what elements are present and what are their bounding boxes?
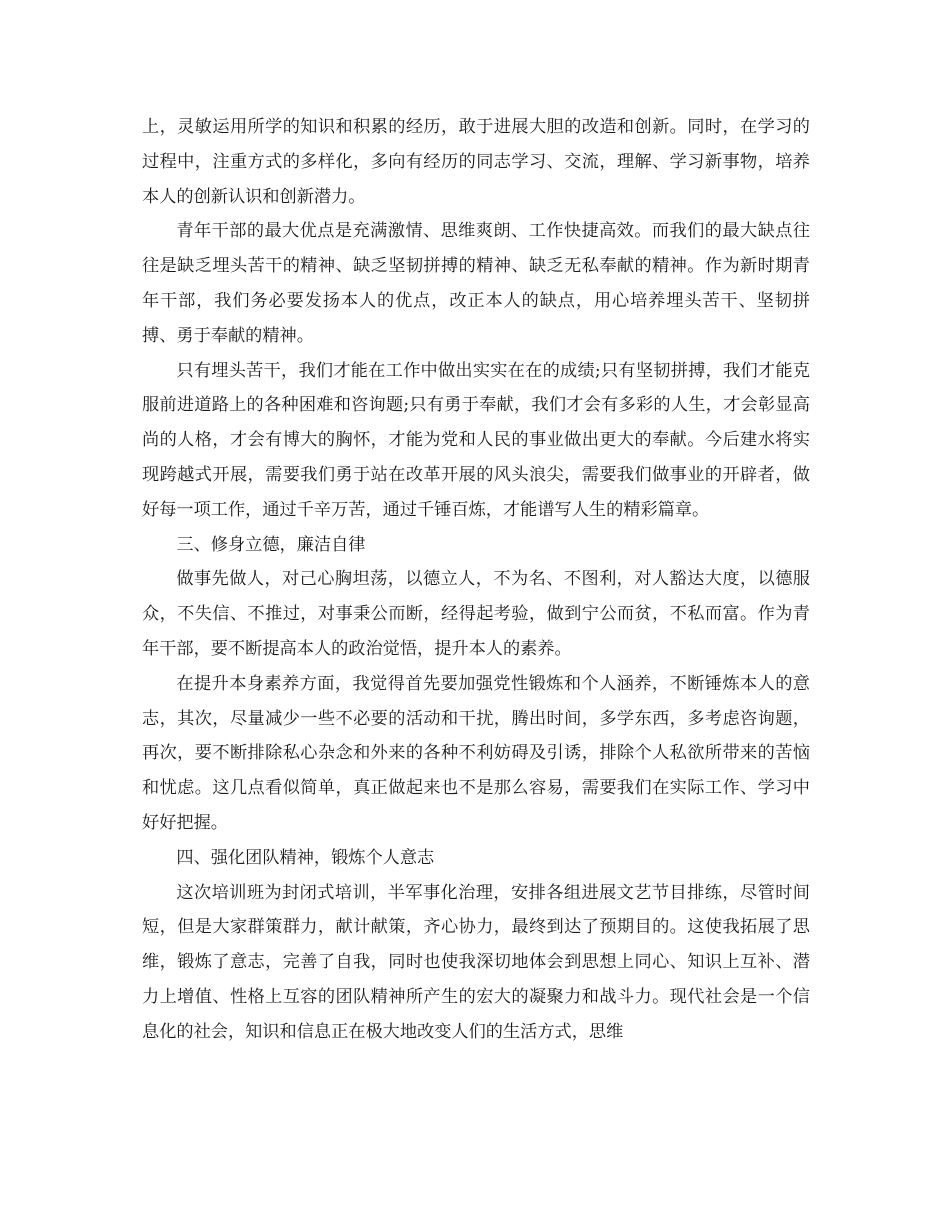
paragraph: 这次培训班为封闭式培训，半军事化治理，安排各组进展文艺节目排练，尽管时间短，但是大家群策群力，献计献策，齐心协力，最终到达了预期目的。这使我拓展了思维，锻炼了意志，完善了自我，同时也使我深切地体会到思想上同心、知识上互补、潜力上增值、性格上互容的团队精神所产生的宏大的凝聚力和战斗力。现代社会是一个信息化的社会，知识和信息正在极大地改变人们的生活方式，思维 <box>142 882 810 1042</box>
section-heading: 三、修身立德，廉洁自律 <box>176 534 366 555</box>
paragraph-continuation: 上，灵敏运用所学的知识和积累的经历，敢于进展大胆的改造和创新。同时，在学习的过程中，注重方式的多样化，多向有经历的同志学习、交流，理解、学习新事物，培养本人的创新认识和创新潜力。 <box>142 117 810 207</box>
paragraph: 做事先做人，对己心胸坦荡，以德立人，不为名、不图利，对人豁达大度，以德服众，不失信、不推过，对事秉公而断，经得起考验，做到宁公而贫，不私而富。作为青年干部，要不断提高本人的政治觉悟，提升本人的素养。 <box>142 569 810 659</box>
paragraph: 在提升本身素养方面，我觉得首先要加强党性锻炼和个人涵养，不断锤炼本人的意志，其次，尽量减少一些不必要的活动和干扰，腾出时间，多学东西，多考虑咨询题，再次，要不断排除私心杂念和外来的各种不利妨碍及引诱，排除个人私欲所带来的苦恼和忧虑。这几点看似简单，真正做起来也不是那么容易，需要我们在实际工作、学习中好好把握。 <box>142 673 810 833</box>
paragraph: 青年干部的最大优点是充满激情、思维爽朗、工作快捷高效。而我们的最大缺点往往是缺乏埋头苦干的精神、缺乏坚韧拼搏的精神、缺乏无私奉献的精神。作为新时期青年干部，我们务必要发扬本人的优点，改正本人的缺点，用心培养埋头苦干、坚韧拼搏、勇于奉献的精神。 <box>142 221 810 346</box>
paragraph: 只有埋头苦干，我们才能在工作中做出实实在在的成绩;只有坚韧拼搏，我们才能克服前进道路上的各种困难和咨询题;只有勇于奉献，我们才会有多彩的人生，才会彰显高尚的人格，才会有博大的胸怀，才能为党和人民的事业做出更大的奉献。今后建水将实现跨越式开展，需要我们勇于站在改革开展的风头浪尖，需要我们做事业的开辟者，做好每一项工作，通过千辛万苦，通过千锤百炼，才能谱写人生的精彩篇章。 <box>142 360 810 520</box>
document-body <box>142 110 810 1050</box>
section-heading: 四、强化团队精神，锻炼个人意志 <box>176 847 435 868</box>
